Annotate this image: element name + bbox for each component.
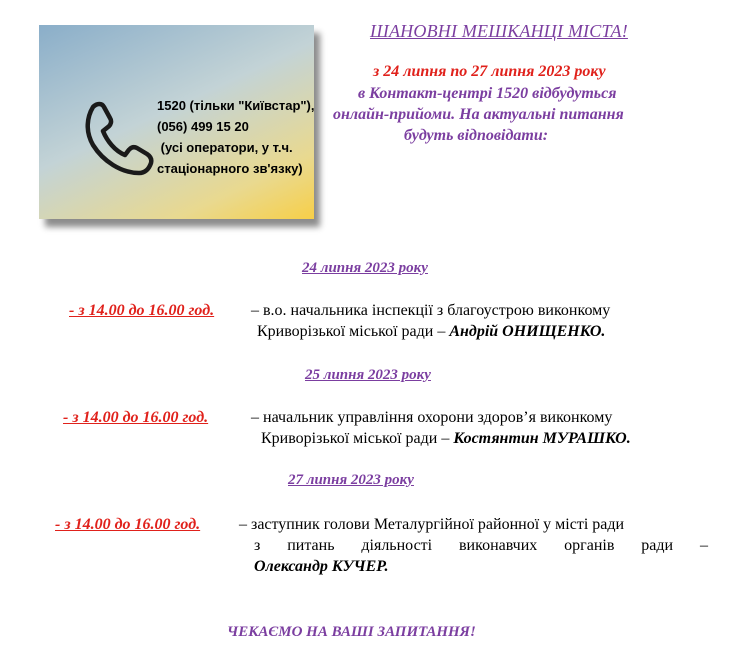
schedule-desc-3b: з питань діяльності виконавчих органів ради – [254,537,708,554]
schedule-date-3: 27 липня 2023 року [288,472,414,488]
footer-message: ЧЕКАЄМО НА ВАШІ ЗАПИТАННЯ! [227,624,476,640]
schedule-desc-1b [257,323,605,341]
schedule-desc-2b [261,430,631,448]
schedule-desc-1 [247,302,610,320]
schedule-desc-prefix: Криворізької міської ради – [257,323,450,340]
header-dates: з 24 липня по 27 липня 2023 року [373,63,606,80]
schedule-date-2: 25 липня 2023 року [305,367,431,383]
page-title: ШАНОВНІ МЕШКАНЦІ МІСТА! [370,21,628,41]
schedule-desc-line-1: в.о. начальника інспекції з благоустрою виконкому [263,302,611,319]
schedule-person-2: Костянтин МУРАШКО. [453,430,631,447]
schedule-desc-3c [254,558,388,576]
schedule-desc-prefix: Криворізької міської ради – [261,430,454,447]
schedule-desc-3 [235,516,624,534]
schedule-desc-line-1: заступник голови Металургійної районної у місті ради [251,516,625,533]
schedule-date-1: 24 липня 2023 року [302,260,428,276]
header-line-2: в Контакт-центрі 1520 відбудуться [358,85,617,102]
header-line-3: онлайн-прийоми. На актуальні питання [333,106,624,123]
schedule-desc-2 [247,409,612,427]
contact-line-4: стаціонарного зв'язку) [157,161,303,176]
dash: – [247,302,263,319]
schedule-person-3: Олександр КУЧЕР. [254,558,389,575]
schedule-desc-line-1: начальник управління охорони здоров’я виконкому [263,409,613,426]
dash: – [235,516,251,533]
dash: – [247,409,263,426]
schedule-time-3: - з 14.00 до 16.00 год. [55,516,201,533]
schedule-time-1: - з 14.00 до 16.00 год. [69,302,215,319]
contact-card [39,25,314,219]
schedule-person-1: Андрій ОНИЩЕНКО. [449,323,606,340]
contact-line-2: (056) 499 15 20 [157,119,249,134]
header-line-4: будуть відповідати: [404,127,549,144]
contact-line-3: (усі оператори, у т.ч. [157,140,293,155]
contact-numbers [157,95,357,179]
contact-line-1: 1520 (тільки "Київстар"), [157,98,315,113]
schedule-time-2: - з 14.00 до 16.00 год. [63,409,209,426]
phone-icon [83,97,159,177]
